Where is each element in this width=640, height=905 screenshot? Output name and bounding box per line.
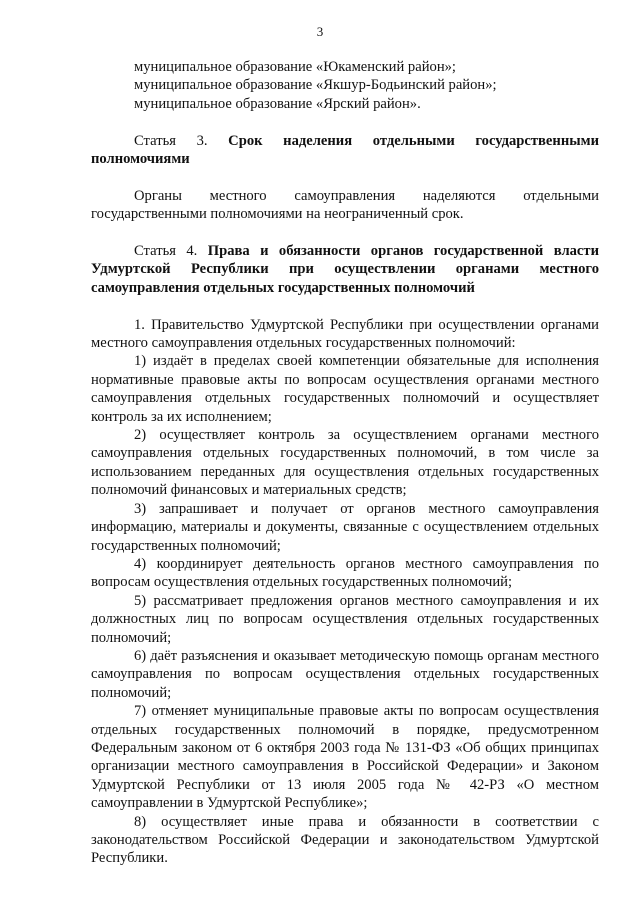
municipality-item: муниципальное образование «Юкаменский район»;	[134, 59, 456, 75]
municipality-list	[91, 58, 599, 113]
article-4-heading	[91, 242, 599, 297]
municipality-item: муниципальное образование «Ярский район».	[134, 95, 421, 112]
article-3-label: Статья 3.	[134, 132, 208, 149]
article-3-text: Органы местного самоуправления наделяются отдельными государственными полномочиями на неограниченный срок.	[91, 187, 599, 223]
page-number: 3	[316, 24, 324, 39]
article-3-heading	[91, 132, 599, 169]
article-4-intro: 1. Правительство Удмуртской Республики при осуществлении органами местного самоуправления отдельных государственных полномочий:	[91, 316, 599, 352]
article-4-item-2: 2) осуществляет контроль за осуществлением органами местного самоуправления отдельных государственных полномочий, в том числе за использованием переданных для осуществления отдельных государственных полномочий финансовых и материальных средств;	[91, 427, 599, 499]
municipality-item: муниципальное образование «Якшур-Бодьинский район»;	[134, 77, 497, 94]
article-4-item-5: 5) рассматривает предложения органов местного самоуправления и их должностных лиц по вопросам осуществления отдельных государственных полномочий;	[91, 592, 599, 646]
article-4-label: Статья 4.	[134, 243, 198, 260]
document-body	[91, 58, 599, 868]
article-3-title: Срок наделения отдельными государственными полномочиями	[91, 132, 599, 168]
article-4-item-6: 6) даёт разъяснения и оказывает методическую помощь органам местного самоуправления по вопросам осуществления отдельных государственных полномочий;	[91, 647, 599, 701]
article-4-item-4: 4) координирует деятельность органов местного самоуправления по вопросам осуществления отдельных государственных полномочий;	[91, 555, 599, 591]
article-4-item-8: 8) осуществляет иные права и обязанности в соответствии с законодательством Российской Федерации и законодательством Удмуртской Республики.	[91, 813, 599, 867]
article-4-item-7: 7) отменяет муниципальные правовые акты по вопросам осуществления отдельных государственных полномочий в порядке, предусмотренном Федеральным законом от 6 октября 2003 года № 131-ФЗ «Об общих принципах организации местного самоуправления в Российской Федерации» и Законом Удмуртской Республики от 13 июля 2005 года № 42-РЗ «О местном самоуправлении в Удмуртской Республике»;	[91, 703, 599, 812]
article-4-title: Права и обязанности органов государственной власти Удмуртской Республики при осуществлении органами местного самоуправления отдельных государственных полномочий	[91, 243, 599, 296]
article-4-item-1: 1) издаёт в пределах своей компетенции обязательные для исполнения нормативные правовые акты по вопросам осуществления органами местного самоуправления отдельных государственных полномочий и осуществляет контроль за их исполнением;	[91, 353, 599, 425]
article-4-item-3: 3) запрашивает и получает от органов местного самоуправления информацию, материалы и документы, связанные с осуществлением отдельных государственных полномочий;	[91, 500, 599, 554]
